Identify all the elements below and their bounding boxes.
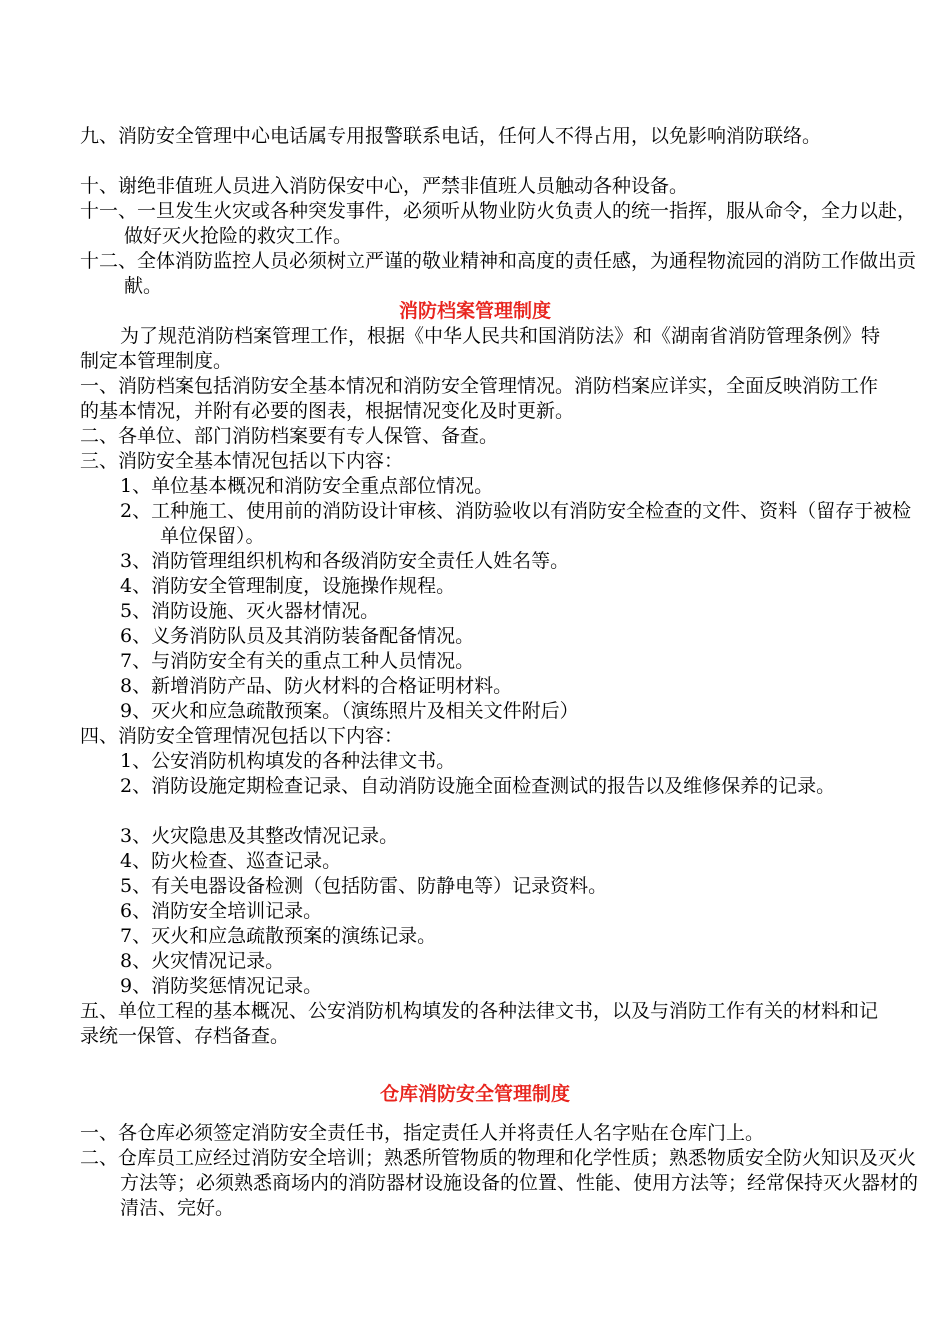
rule-11: 十一、一旦发生火灾或各种突发事件，必须听从物业防火负责人的统一指挥，服从命令，全力以赴，做好灭火抢险的救灾工作。 (80, 200, 917, 247)
archive-item-3-sub: 5、消防设施、灭火器材情况。 (120, 600, 380, 622)
archive-item-4-sub: 8、火灾情况记录。 (120, 950, 285, 972)
archive-item-3-sub: 4、消防安全管理制度，设施操作规程。 (120, 575, 456, 597)
rule-12: 十二、全体消防监控人员必须树立严谨的敬业精神和高度的责任感，为通程物流园的消防工作做出贡献。 (80, 250, 917, 297)
archive-item-3-sub: 7、与消防安全有关的重点工种人员情况。 (120, 650, 475, 672)
section-title-archive: 消防档案管理制度 (398, 300, 551, 322)
archive-item-4-sub: 9、消防奖惩情况记录。 (120, 975, 323, 997)
section-title-warehouse: 仓库消防安全管理制度 (379, 1083, 570, 1105)
warehouse-item-1: 一、各仓库必须签定消防安全责任书，指定责任人并将责任人名字贴在仓库门上。 (80, 1122, 765, 1144)
archive-item-4-sub: 2、消防设施定期检查记录、自动消防设施全面检查测试的报告以及维修保养的记录。 (120, 775, 836, 797)
archive-item-4-sub: 5、有关电器设备检测（包括防雷、防静电等）记录资料。 (120, 875, 608, 897)
archive-item-1: 一、消防档案包括消防安全基本情况和消防安全管理情况。消防档案应详实，全面反映消防工作的基本情况，并附有必要的图表，根据情况变化及时更新。 (80, 375, 879, 422)
archive-item-4-sub: 4、防火检查、巡查记录。 (120, 850, 342, 872)
rule-10: 十、谢绝非值班人员进入消防保安中心，严禁非值班人员触动各种设备。 (80, 175, 689, 197)
archive-item-3-sub: 6、义务消防队员及其消防装备配备情况。 (120, 625, 475, 647)
archive-item-3-sub: 3、消防管理组织机构和各级消防安全责任人姓名等。 (120, 550, 570, 572)
archive-item-4-sub: 7、灭火和应急疏散预案的演练记录。 (120, 925, 437, 947)
archive-item-4-sub: 6、消防安全培训记录。 (120, 900, 323, 922)
archive-item-2: 二、各单位、部门消防档案要有专人保管、备查。 (80, 425, 499, 447)
archive-item-3: 三、消防安全基本情况包括以下内容： (80, 450, 404, 472)
archive-item-4: 四、消防安全管理情况包括以下内容： (80, 725, 404, 747)
rule-9: 九、消防安全管理中心电话属专用报警联系电话，任何人不得占用，以免影响消防联络。 (80, 125, 822, 147)
archive-item-4-sub: 3、火灾隐患及其整改情况记录。 (120, 825, 399, 847)
archive-item-3-sub: 2、工种施工、使用前的消防设计审核、消防验收以有消防安全检查的文件、资料（留存于被检单位保留）。 (120, 500, 912, 547)
archive-item-3-sub: 9、灭火和应急疏散预案。（演练照片及相关文件附后） (120, 700, 579, 722)
archive-item-3-sub: 8、新增消防产品、防火材料的合格证明材料。 (120, 675, 513, 697)
archive-item-3-sub: 1、单位基本概况和消防安全重点部位情况。 (120, 475, 494, 497)
archive-item-5: 五、单位工程的基本概况、公安消防机构填发的各种法律文书，以及与消防工作有关的材料和记录统一保管、存档备查。 (80, 1000, 879, 1047)
warehouse-item-2: 二、仓库员工应经过消防安全培训；熟悉所管物质的物理和化学性质；熟悉物质安全防火知识及灭火方法等；必须熟悉商场内的消防器材设施设备的位置、性能、使用方法等；经常保持灭火器材的清洁、完好。 (80, 1147, 919, 1219)
archive-intro: 为了规范消防档案管理工作，根据《中华人民共和国消防法》和《湖南省消防管理条例》特制定本管理制度。 (80, 325, 881, 372)
archive-item-4-sub: 1、公安消防机构填发的各种法律文书。 (120, 750, 456, 772)
